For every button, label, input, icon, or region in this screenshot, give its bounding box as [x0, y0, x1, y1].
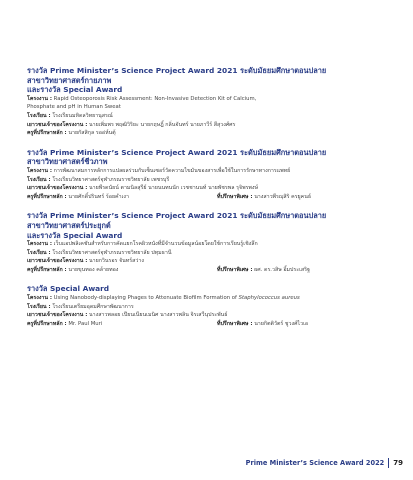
- award-heading-line: สาขาวิทยาศาสตร์ประยุกต์: [27, 220, 111, 230]
- award-heading: [27, 148, 399, 167]
- advisor-value: Mr. Paul Muri: [68, 320, 103, 327]
- special-advisor-value: นางสาวพีรญุสิริ ครยูคนธ์: [254, 193, 312, 200]
- school-line: [27, 249, 399, 258]
- owners-value: นางสาวพลอย เปียนเนียนเมนิศ นางสาวพลิน จิรเสวีนุประพันธ์: [89, 312, 228, 319]
- project-line: [27, 240, 399, 249]
- award-heading-line: และรางวัล Special Award: [27, 85, 123, 95]
- school-value: โรงเรียนวิทยาศาสตร์จุฬาภรณราชวิทยาลัย เพชรบุรี: [52, 176, 170, 183]
- special-advisor-value: นายกิตติวัตร์ ชูวงศ์ไวเอ: [254, 320, 309, 327]
- advisor-line: [27, 266, 399, 275]
- project-line: [27, 167, 399, 176]
- advisor-value: นายศักดิ์ปรินทร์ ร้อยคำเงา: [68, 193, 129, 200]
- advisor-line: [27, 129, 399, 138]
- advisor-label: ครูที่ปรึกษาหลัก :: [27, 266, 67, 273]
- school-label: โรงเรียน :: [27, 112, 51, 119]
- owners-value: นายกวินรอร จันทร์สว่าง: [89, 258, 144, 265]
- project-line: [27, 95, 399, 104]
- award-section-special: [27, 284, 399, 328]
- award-heading: [27, 211, 399, 240]
- owners-label: เยาวชนเจ้าของโครงงาน :: [27, 185, 88, 192]
- school-line: [27, 112, 399, 121]
- project-line: [27, 294, 399, 303]
- award-heading-line: รางวัล Prime Minister’s Science Project Award 2021 ระดับมัธยมศึกษาตอนปลาย: [27, 66, 327, 75]
- special-advisor-label: ที่ปรึกษาพิเศษ :: [217, 320, 253, 327]
- advisor-label: ครูที่ปรึกษาหลัก :: [27, 193, 67, 200]
- school-value: โรงเรียนมหิดลวิทยานุสรณ์: [52, 112, 113, 119]
- award-heading-line: และรางวัล Special Award: [27, 230, 123, 240]
- project-label: โครงงาน :: [27, 295, 52, 302]
- advisor-main: [27, 320, 217, 329]
- project-label: โครงงาน :: [27, 241, 52, 248]
- school-value: โรงเรียนเตรียมอุดมศึกษาพัฒนาการ: [52, 303, 134, 310]
- award-heading-line: รางวัล Prime Minister’s Science Project Award 2021 ระดับมัธยมศึกษาตอนปลาย: [27, 147, 327, 157]
- award-heading-line: รางวัล Prime Minister’s Science Project Award 2021 ระดับมัธยมศึกษาตอนปลาย: [27, 211, 327, 221]
- advisor-value: นายกัสสิกุล รออ่ห์นตุ้: [68, 130, 116, 137]
- advisor-main: [27, 193, 217, 202]
- project-value: Rapid Osteoporosis Risk Assessment: Non-Invasive Detection Kit of Calcium,: [53, 95, 257, 102]
- owners-label: เยาวชนเจ้าของโครงงาน :: [27, 121, 88, 128]
- owners-value: นายเพิ่มพร พฤฒิวิริยะ นายกฤษฎิ์ กลิ่นจันทร์ นายภาวีร์ สีสุวงศ์ศร: [89, 121, 236, 128]
- school-label: โรงเรียน :: [27, 176, 51, 183]
- award-heading: [27, 66, 399, 95]
- owners-line: [27, 257, 399, 266]
- advisor-value: นายขุนทอง คล้ายทอง: [68, 266, 119, 273]
- award-heading-line: สาขาวิทยาศาสตร์กายภาพ: [27, 75, 112, 85]
- award-heading-line: รางวัล Special Award: [27, 284, 110, 294]
- page-footer: [246, 456, 403, 470]
- project-value: เว็บแอปพลิเคชันสำหรับการคัดแยกโรคผิวหนังที่มีจำนวนข้อมูลน้อยโดยใช้การเรียนรู้เชิงลึก: [53, 241, 258, 248]
- school-label: โรงเรียน :: [27, 249, 51, 256]
- owners-value: นายพีรดนัยน์ ตามนิลสุรีย์ นายนนทนนัก เวชชานนท์ นายพัชรพล รุจิพรพงษ์: [89, 185, 258, 192]
- school-label: โรงเรียน :: [27, 303, 51, 310]
- project-label: โครงงาน :: [27, 95, 52, 102]
- award-section-biological-science: [27, 148, 399, 202]
- school-line: [27, 303, 399, 312]
- school-line: [27, 176, 399, 185]
- award-heading: [27, 284, 399, 294]
- project-value: การพัฒนาสมการหลักการแปลผลร่วมกับเซ็นเซอร์วัดความไขมันของสารเพื่อใช้ในการรักษาทางการแพทย์: [53, 167, 291, 174]
- award-section-applied-science: [27, 211, 399, 274]
- award-heading-line: สาขาวิทยาศาสตร์ชีวภาพ: [27, 157, 108, 167]
- project-value: Using Nanobody-displaying Phages to Attenuate Biofilm Formation of: [53, 295, 237, 302]
- advisor-special: [217, 193, 311, 202]
- project-value-cont: Phosphate and pH in Human Sweat: [27, 104, 121, 111]
- owners-line: [27, 184, 399, 193]
- advisor-special: [217, 266, 310, 275]
- school-value: โรงเรียนวิทยาศาสตร์จุฬาภรณราชวิทยาลัย ปทุมธานี: [52, 249, 172, 256]
- advisor-label: ครูที่ปรึกษาหลัก :: [27, 130, 67, 137]
- special-advisor-value: ผศ. ดร.วสิษ อิ้มประเสริฐ: [254, 266, 310, 273]
- advisor-special: [217, 320, 308, 329]
- advisor-main: [27, 266, 217, 275]
- award-section-physical-science: [27, 66, 399, 138]
- special-advisor-label: ที่ปรึกษาพิเศษ :: [217, 193, 253, 200]
- footer-title: Prime Minister’s Science Award 2022: [245, 459, 385, 467]
- project-label: โครงงาน :: [27, 167, 52, 174]
- advisor-label: ครูที่ปรึกษาหลัก :: [27, 320, 67, 327]
- advisor-line: [27, 193, 399, 202]
- award-list: [27, 66, 399, 338]
- owners-label: เยาวชนเจ้าของโครงงาน :: [27, 258, 88, 265]
- page-number: 79: [393, 459, 403, 467]
- special-advisor-label: ที่ปรึกษาพิเศษ :: [217, 266, 253, 273]
- footer-divider: [388, 458, 389, 468]
- advisor-line: [27, 320, 399, 329]
- owners-line: [27, 311, 399, 320]
- owners-label: เยาวชนเจ้าของโครงงาน :: [27, 312, 88, 319]
- project-line-cont: [27, 103, 399, 112]
- owners-line: [27, 121, 399, 130]
- project-value-italic: Staphylococcus aureus: [238, 295, 300, 302]
